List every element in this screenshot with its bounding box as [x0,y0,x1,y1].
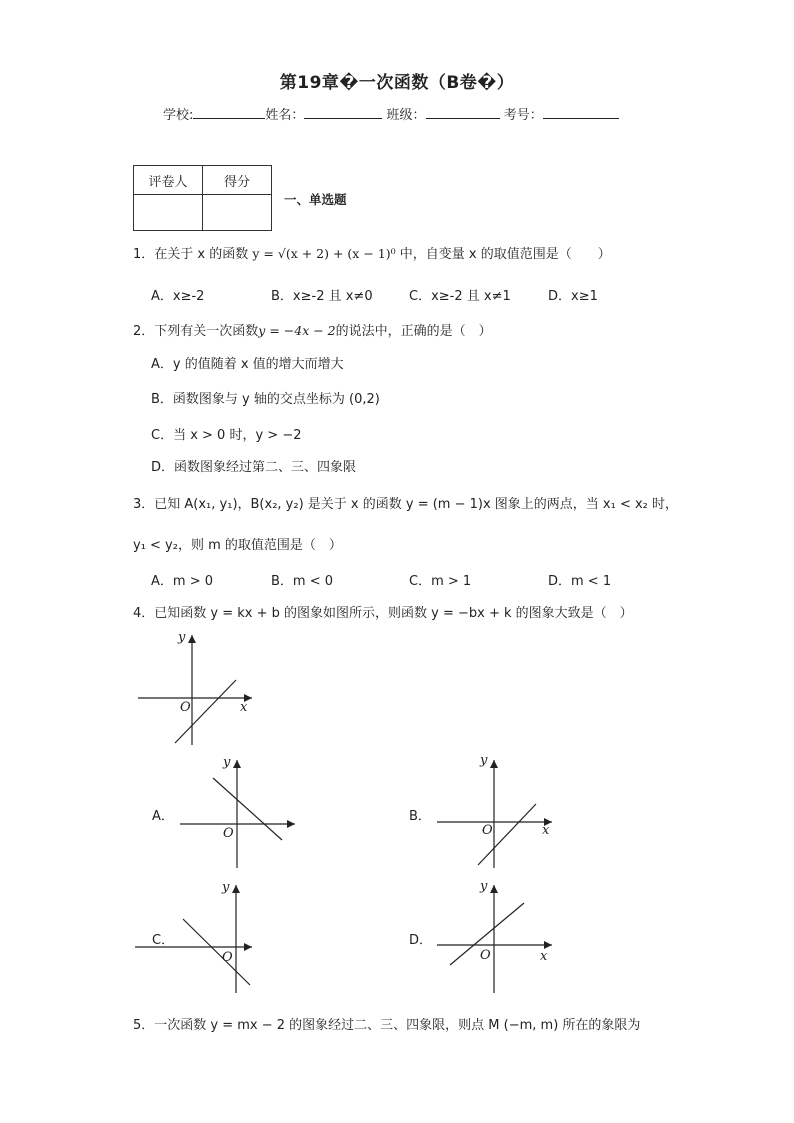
school-blank [193,106,265,119]
q4-option-b-label: B． [409,809,431,824]
x-axis-arrow [544,941,552,949]
y-axis-arrow [490,760,498,768]
q1-option-b: B．x≥-2 且 x≠0 [271,289,373,304]
q2-option-b: B．函数图象与 y 轴的交点坐标为 (0,2) [151,392,380,407]
question-3-line-2: y₁ < y₂，则 m 的取值范围是（ ） [133,538,342,553]
number-label: 考号： [503,108,543,123]
q3-option-c: C．m > 1 [409,574,472,589]
name-blank [304,106,382,119]
section-heading: 一、单选题 [284,192,347,207]
x-axis-label: x [542,823,550,838]
score-header: 得分 [203,166,272,195]
question-5: 5．一次函数 y = mx − 2 的图象经过二、三、四象限，则点 M (−m, m) 所在的象限为 [133,1018,641,1033]
q3-option-b: B．m < 0 [271,574,334,589]
origin-label: O [480,948,491,963]
q2-expression: y = −4x − 2 [258,323,336,338]
grader-cell [134,195,203,231]
q3-option-d: D．m < 1 [548,574,612,589]
q4-option-a-graph [175,752,305,872]
q2-option-d: D．函数图象经过第二、三、四象限 [151,460,357,475]
q2-option-c: C．当 x > 0 时，y > −2 [151,428,302,443]
y-axis-label: y [480,879,488,894]
x-axis-arrow [287,820,295,828]
score-cell [203,195,272,231]
y-axis-label: y [178,630,186,645]
question-1 [133,243,611,262]
q1-option-d: D．x≥1 [548,289,598,304]
y-axis-label: y [480,753,488,768]
y-axis-arrow [232,885,240,893]
q4-option-d-label: D． [409,933,433,948]
y-axis-label: y [222,880,230,895]
y-axis-label: y [223,755,231,770]
student-info-line [163,104,619,123]
school-label: 学校: [163,108,194,123]
question-3-line-1: 3．已知 A(x₁, y₁)，B(x₂, y₂) 是关于 x 的函数 y = (m − 1)x 图象上的两点，当 x₁ < x₂ 时， [133,497,679,512]
q1-prefix: 1．在关于 x 的函数 [133,247,249,262]
class-blank [426,106,500,119]
grader-header: 评卷人 [134,166,203,195]
page-title: 第19章�一次函数（B卷�） [279,73,515,93]
name-label: 姓名： [265,108,305,123]
q2-suffix: 的说法中，正确的是（ ） [335,324,492,339]
origin-label: O [222,950,233,965]
q4-option-d-graph [432,877,562,997]
q1-expression: y = √(x + 2) + (x − 1)⁰ [252,246,396,261]
q4-option-c-label: C． [152,933,175,948]
y-axis-arrow [233,760,241,768]
class-label: 班级： [386,108,426,123]
function-line [183,919,250,985]
q1-suffix: 中，自变量 x 的取值范围是（ ） [399,247,611,262]
x-axis-label: x [240,700,248,715]
origin-label: O [482,823,493,838]
q4-given-graph [130,625,260,750]
origin-label: O [180,700,191,715]
question-2 [133,320,492,339]
number-blank [543,106,619,119]
q2-option-a: A．y 的值随着 x 值的增大而增大 [151,357,344,372]
q4-option-c-graph [130,877,260,997]
q1-option-a: A．x≥-2 [151,289,205,304]
q1-option-c: C．x≥-2 且 x≠1 [409,289,511,304]
y-axis-arrow [490,885,498,893]
x-axis-label: x [540,949,548,964]
x-axis-arrow [244,943,252,951]
q4-option-b-graph [432,752,562,872]
y-axis-arrow [188,635,196,643]
q4-option-a-label: A． [152,809,174,824]
question-4: 4．已知函数 y = kx + b 的图象如图所示，则函数 y = −bx + k 的图象大致是（ ） [133,606,633,621]
q3-option-a: A．m > 0 [151,574,213,589]
q2-prefix: 2．下列有关一次函数 [133,324,259,339]
origin-label: O [223,826,234,841]
score-table [133,165,272,231]
